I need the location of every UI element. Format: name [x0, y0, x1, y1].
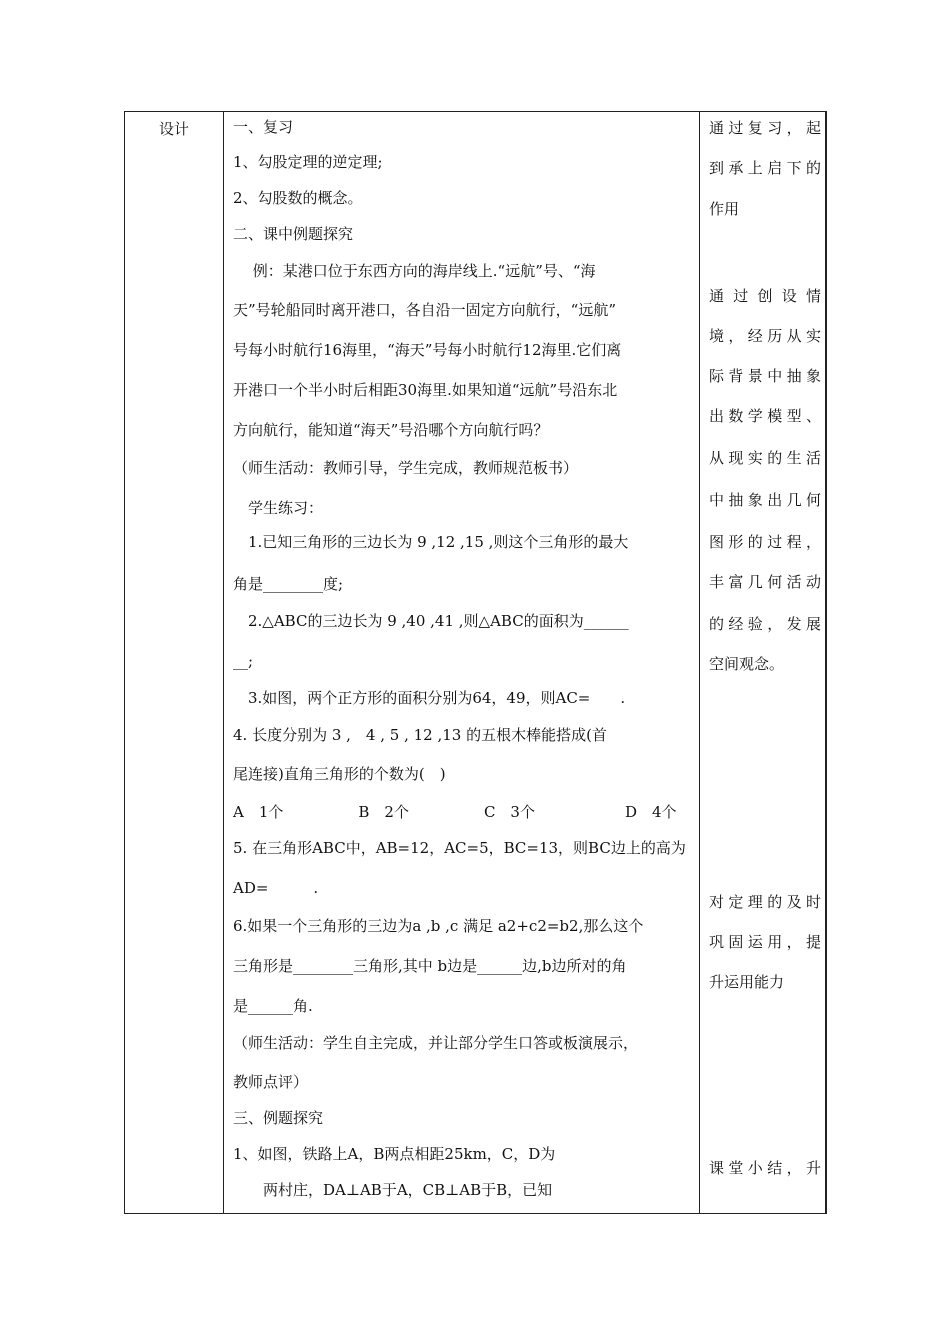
- side-note-line: 际背景中抽象: [709, 367, 821, 385]
- column-divider: [825, 112, 826, 1213]
- text-line: 2.△ABC的三边长为 9 ,40 ,41 ,则△ABC的面积为______: [233, 612, 629, 630]
- text-line: 二、课中例题探究: [233, 225, 354, 243]
- column-divider: [699, 112, 700, 1213]
- text-line: 天”号轮船同时离开港口，各自沿一固定方向航行，“远航”: [233, 301, 617, 319]
- side-note-line: 空间观念。: [709, 655, 785, 673]
- text-line: 2、勾股数的概念。: [233, 189, 363, 207]
- text-line: 角是________度;: [233, 575, 344, 593]
- lesson-table: [124, 111, 827, 1214]
- text-line: __;: [233, 652, 254, 670]
- text-line: 三角形是________三角形,其中 b边是______边,b边所对的角: [233, 957, 627, 975]
- text-line: 是______角.: [233, 997, 313, 1015]
- side-note-line: 出数学模型、: [709, 407, 821, 425]
- text-line: 例：某港口位于东西方向的海岸线上.“远航”号、“海: [233, 262, 596, 280]
- side-note-line: 境，经历从实: [709, 327, 821, 345]
- side-note-line: 通过复习，起: [709, 119, 821, 137]
- text-line: 一、复习: [233, 118, 294, 136]
- text-line: 5. 在三角形ABC中，AB=12，AC=5，BC=13，则BC边上的高为: [233, 839, 686, 857]
- text-line: （师生活动：学生自主完成，并让部分学生口答或板演展示，: [233, 1034, 639, 1052]
- text-line: 开港口一个半小时后相距30海里.如果知道“远航”号沿东北: [233, 381, 618, 399]
- text-line: A 1个 B 2个 C 3个 D 4个: [233, 803, 677, 821]
- text-line: （师生活动：教师引导，学生完成，教师规范板书）: [233, 459, 579, 477]
- side-note-line: 课堂小结，升: [709, 1159, 821, 1177]
- text-line: AD= .: [233, 879, 319, 897]
- side-note-line: 升运用能力: [709, 973, 785, 991]
- text-line: 1.已知三角形的三边长为 9 ,12 ,15 ,则这个三角形的最大: [233, 533, 629, 551]
- text-line: 3.如图，两个正方形的面积分别为64，49，则AC= .: [233, 689, 626, 707]
- section-label: 设计: [158, 120, 189, 138]
- side-note-line: 从现实的生活: [709, 449, 821, 467]
- text-line: 1、如图，铁路上A，B两点相距25km，C，D为: [233, 1145, 556, 1163]
- text-line: 方向航行，能知道“海天”号沿哪个方向航行吗？: [233, 421, 549, 439]
- text-line: 两村庄，DA⊥AB于A，CB⊥AB于B，已知: [233, 1181, 553, 1199]
- text-line: 1、勾股定理的逆定理;: [233, 153, 383, 171]
- text-line: 6.如果一个三角形的三边为a ,b ,c 满足 a2+c2=b2,那么这个: [233, 917, 644, 935]
- side-note-line: 图形的过程，: [709, 533, 821, 551]
- text-line: 三、例题探究: [233, 1109, 324, 1127]
- side-note-line: 丰富几何活动: [709, 573, 821, 591]
- column-divider: [223, 112, 224, 1213]
- side-note-line: 巩固运用，提: [709, 933, 821, 951]
- text-line: 教师点评）: [233, 1073, 309, 1091]
- side-note-line: 中抽象出几何: [709, 491, 821, 509]
- text-line: 学生练习：: [233, 499, 324, 517]
- text-line: 号每小时航行16海里，“海天”号每小时航行12海里.它们离: [233, 341, 622, 359]
- text-line: 4. 长度分别为 3 , 4 , 5 , 12 ,13 的五根木棒能搭成(首: [233, 726, 607, 744]
- text-line: 尾连接)直角三角形的个数为( ): [233, 765, 446, 783]
- side-note-line: 对定理的及时: [709, 893, 821, 911]
- side-note-line: 通过创设情: [709, 287, 821, 305]
- side-note-line: 到承上启下的: [709, 159, 821, 177]
- side-note-line: 的经验，发展: [709, 615, 821, 633]
- side-note-line: 作用: [709, 200, 740, 218]
